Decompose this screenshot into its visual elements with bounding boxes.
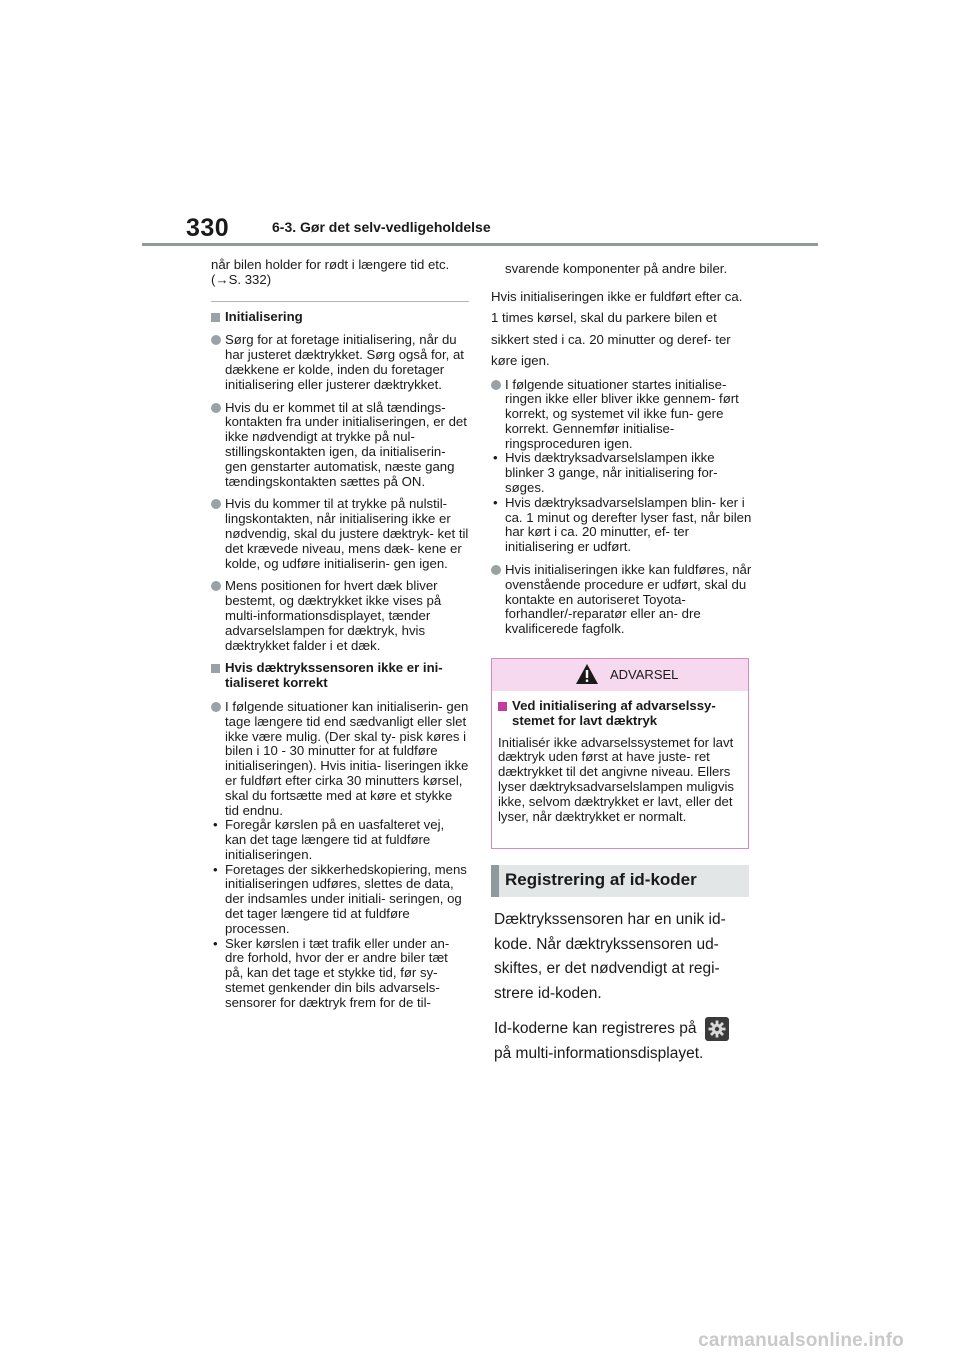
settings-gear-icon (705, 1017, 729, 1041)
registration-heading (491, 865, 749, 897)
section-divider (211, 301, 469, 302)
initialization-heading-text: Initialisering (225, 308, 303, 324)
list-item (211, 401, 469, 490)
registration-body (494, 908, 750, 1066)
registration-paragraph-2 (494, 1017, 750, 1066)
list-item (491, 378, 753, 452)
dash-item-text: Sker kørslen i tæt trafik eller under an- dre forhold, hvor der er andre biler tæt på, kan det tage et stykke tid, før sy- stemet genkender din bils advarsels- sensorer for dæktryk frem for de til- (225, 935, 450, 1010)
list-item-text: Hvis du er kommet til at slå tændings- kontakten fra under initialiseringen, er det ikke nødvendigt at trykke på nul- stillingskontakten igen, da initialiserin- gen genstarter automatisk, næste gang tændingskontakten sættes på ON. (225, 399, 467, 489)
list-item-text: Hvis du kommer til at trykke på nulstil- lingskontakten, når initialisering ikke er nødvendig, skal du justere dæktryk- ket til det krævede niveau, mens dæk- kene er kolde, og udføre initialiserin- gen igen. (225, 496, 469, 571)
right-column (491, 258, 753, 645)
square-bullet-icon (498, 702, 507, 711)
wide-paragraph: Hvis initialiseringen ikke er fuldført efter ca. 1 times kørsel, skal du parkere bilen et sikkert sted i ca. 20 minutter og deref- ter køre igen. (491, 288, 743, 368)
dash-item-text: Hvis dæktryksadvarselslampen blin- ker i ca. 1 minut og derefter lyser fast, når bilen har kørt i ca. 20 minutter, ef- ter initialisering er udført. (505, 494, 752, 555)
dash-bullet: • (493, 494, 498, 510)
list-item (211, 333, 469, 392)
dash-item-text: Foretages der sikkerhedskopiering, mens initialiseringen udføres, slettes de data, der indsamles under initiali- seringen, og det tager længere tid at fuldføre processen. (225, 861, 467, 936)
dash-item (211, 937, 469, 1011)
continuation-text: svarende komponenter på andre biler. (505, 261, 728, 276)
dash-bullet: • (493, 450, 498, 466)
round-bullet-icon (491, 380, 501, 390)
registration-text-after-icon: på multi-informationsdisplayet. (494, 1044, 704, 1062)
round-bullet-icon (211, 499, 221, 509)
warning-triangle-icon (575, 663, 599, 685)
sensor-heading (211, 661, 469, 691)
initialization-heading (211, 310, 469, 325)
dash-item-text: Hvis dæktryksadvarselslampen ikke blinker 3 gange, når initialisering for- søges. (505, 450, 718, 496)
round-bullet-icon (211, 403, 221, 413)
warning-heading-text: Ved initialisering af advarselssy- stemet for lavt dæktryk (512, 698, 716, 728)
intro-text: når bilen holder for rødt i længere tid etc. (→S. 332) (211, 257, 450, 287)
watermark: carmanualsonline.info (698, 1330, 904, 1351)
warning-text: Initialisér ikke advarselssystemet for lavt dæktryk uden først at have juste- ret dæktrykket til det angivne niveau. Ellers lyser dæktryksadvarselslampen muligvis ikke, selvom dæktrykket er lavt, eller det lyser, når dæktrykket er normalt. (498, 734, 734, 824)
registration-text-before-icon: Id-koderne kan registreres på (494, 1020, 697, 1038)
round-bullet-icon (211, 702, 221, 712)
list-item-text: Mens positionen for hvert dæk bliver bestemt, og dæktrykket ikke vises på multi-informationsdisplayet, tænder advarselslampen for dæktryk, hvis dæktrykket falder i et dæk. (225, 578, 442, 653)
warning-header (492, 659, 748, 691)
header-divider (142, 243, 818, 246)
list-item (211, 579, 469, 653)
list-item-text: I følgende situationer startes initialise- ringen ikke eller bliver ikke gennem- ført korrekt, og systemet vil ikke fun- gere korrekt. Gennemfør initialise- ringsproceduren igen. (505, 376, 739, 451)
square-bullet-icon (211, 313, 220, 322)
list-item (491, 563, 753, 637)
left-column (211, 258, 469, 1011)
list-item-text: Hvis initialiseringen ikke kan fuldføres, når ovenstående procedure er udført, skal du kontakte en autoriseret Toyota-forhandler/-reparatør eller an- dre kvalificerede fagfolk. (505, 562, 752, 637)
dash-item-text: Foregår kørslen på en uasfalteret vej, kan det tage længere tid at fuldføre initialiseringen. (225, 817, 445, 862)
dash-item (211, 863, 469, 937)
section-title: 6-3. Gør det selv-vedligeholdelse (272, 219, 491, 235)
warning-title: ADVARSEL (610, 667, 679, 682)
list-item-text: I følgende situationer kan initialiserin- gen tage længere tid end sædvanligt eller slet ikke være mulig. (Der skal ty- pisk køres i bilen i 10 - 30 minutter for at fuldføre initialiseringen). Hvis initia- liseringen ikke er fuldført efter cirka 30 minutters kørsel, skal du fortsætte med at køre et stykke tid endnu. (225, 698, 469, 818)
round-bullet-icon (491, 565, 501, 575)
square-bullet-icon (211, 664, 220, 673)
list-item (211, 497, 469, 571)
dash-item (491, 451, 753, 495)
list-item (211, 700, 469, 818)
heading-accent-bar (491, 865, 499, 897)
dash-item (211, 818, 469, 862)
sensor-heading-text: Hvis dæktrykssensoren ikke er ini- tialiseret korrekt (225, 660, 443, 691)
dash-bullet: • (213, 817, 218, 833)
dash-bullet: • (213, 861, 218, 877)
dash-item (491, 496, 753, 555)
dash-bullet: • (213, 935, 218, 951)
page-number: 330 (186, 214, 230, 242)
warning-body (492, 691, 748, 824)
registration-heading-text: Registrering af id-koder (505, 870, 697, 889)
warning-heading (498, 699, 742, 729)
round-bullet-icon (211, 335, 221, 345)
registration-paragraph: Dæktrykssensoren har en unik id- kode. Når dæktrykssensoren ud- skiftes, er det nødvendigt at regi- strere id-koden. (494, 911, 726, 1002)
list-item-text: Sørg for at foretage initialisering, når du har justeret dæktrykket. Sørg også for, at dækkene er kolde, inden du foretager initialisering eller justerer dæktrykket. (225, 332, 464, 392)
round-bullet-icon (211, 581, 221, 591)
warning-box (491, 658, 749, 849)
